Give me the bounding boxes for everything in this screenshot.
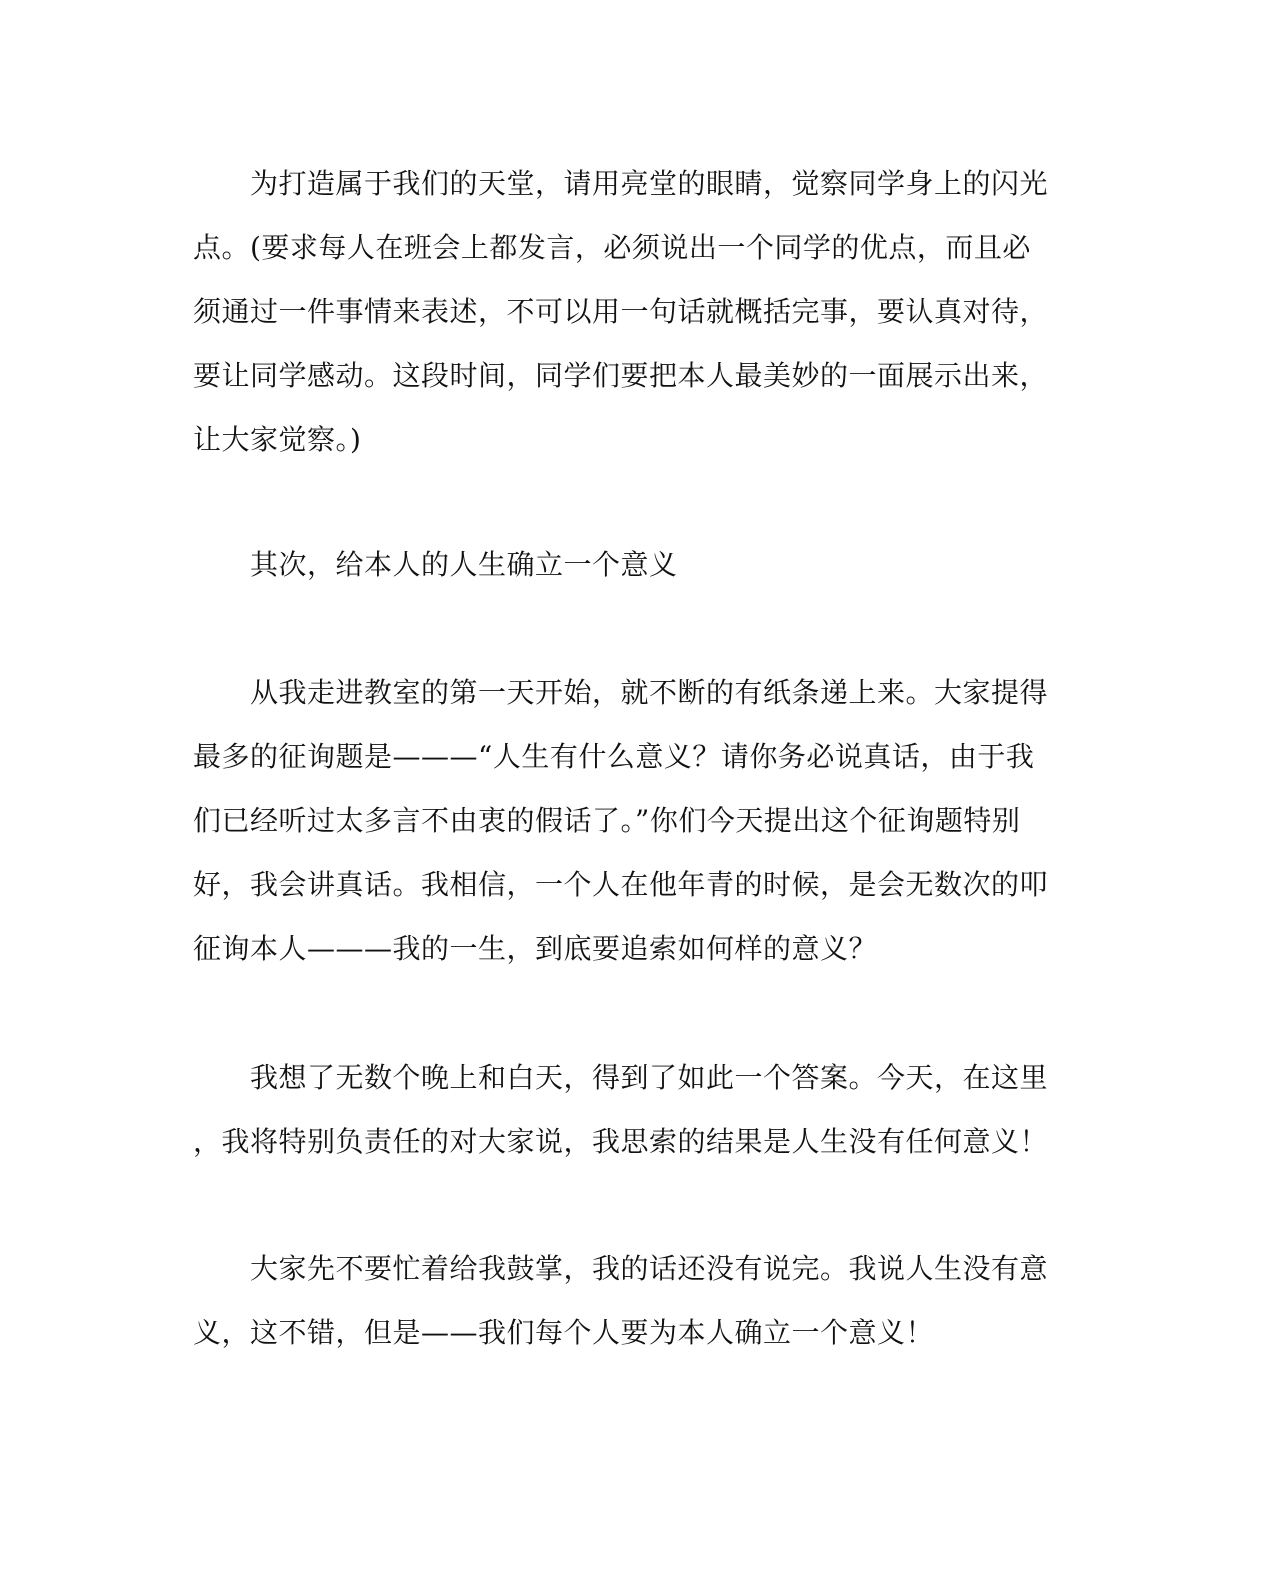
- paragraph-line: 征询本人———我的一生，到底要追索如何样的意义？: [193, 932, 878, 965]
- paragraph-line: 从我走进教室的第一天开始，就不断的有纸条递上来。大家提得: [250, 676, 1049, 709]
- paragraph-line: 最多的征询题是———“人生有什么意义？请你务必说真话，由于我: [193, 740, 1035, 773]
- paragraph-answer: [193, 1046, 1053, 1174]
- paragraph-line: 好，我会讲真话。我相信，一个人在他年青的时候，是会无数次的叩: [193, 868, 1049, 901]
- paragraph-line: ，我将特别负责任的对大家说，我思索的结果是人生没有任何意义！: [193, 1125, 1049, 1158]
- paragraph-spotlight-task: [193, 152, 1053, 472]
- paragraph-line: 为打造属于我们的天堂，请用亮堂的眼睛，觉察同学身上的闪光: [250, 167, 1049, 200]
- paragraph-line: 我想了无数个晚上和白天，得到了如此一个答案。今天，在这里: [250, 1061, 1049, 1094]
- paragraph-line: 须通过一件事情来表述，不可以用一句话就概括完事，要认真对待，: [193, 295, 1049, 328]
- heading-line: 其次，给本人的人生确立一个意义: [250, 548, 678, 581]
- paragraph-line: 义，这不错，但是——我们每个人要为本人确立一个意义！: [193, 1316, 935, 1349]
- paragraph-line: 让大家觉察。): [193, 423, 362, 456]
- paragraph-line: 们已经听过太多言不由衷的假话了。”你们今天提出这个征询题特别: [193, 804, 1021, 837]
- paragraph-meaning: [193, 1237, 1053, 1365]
- paragraph-line: 大家先不要忙着给我鼓掌，我的话还没有说完。我说人生没有意: [250, 1252, 1049, 1285]
- paragraph-notes-question: [193, 661, 1053, 981]
- paragraph-line: 点。(要求每人在班会上都发言，必须说出一个同学的优点，而且必: [193, 231, 1031, 264]
- paragraph-line: 要让同学感动。这段时间，同学们要把本人最美妙的一面展示出来，: [193, 359, 1049, 392]
- section-heading: [193, 533, 1053, 597]
